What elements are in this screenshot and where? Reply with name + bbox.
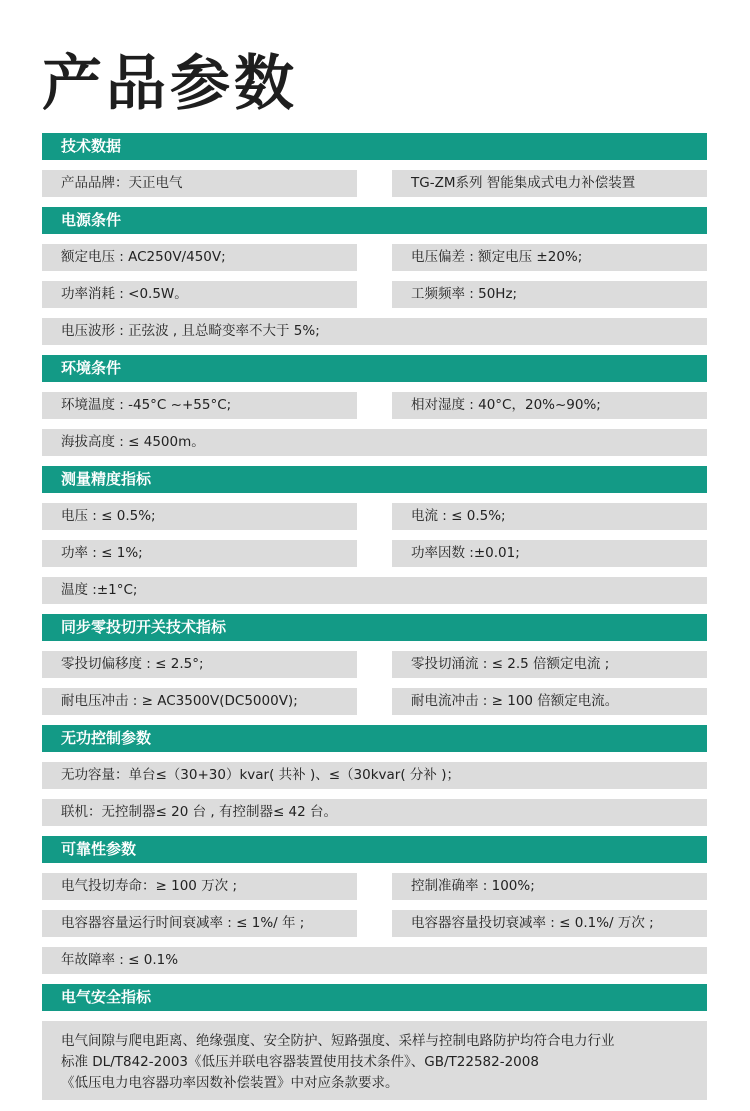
table-row	[42, 577, 707, 604]
capacity-decay-switching-cell: 电容器容量投切衰减率 : ≤ 0.1%/ 万次 ;	[392, 910, 707, 937]
table-row	[42, 429, 707, 456]
switching-life-cell: 电气投切寿命：≥ 100 万次 ;	[42, 873, 357, 900]
page-title: 产品参数	[42, 49, 298, 119]
table-row	[42, 799, 707, 826]
frequency-cell: 工频频率 : 50Hz;	[392, 281, 707, 308]
parameter-table	[42, 133, 707, 1110]
voltage-accuracy-cell: 电压 : ≤ 0.5%;	[42, 503, 357, 530]
control-accuracy-cell: 控制准确率 : 100%;	[392, 873, 707, 900]
capacity-decay-time-cell: 电容器容量运行时间衰减率 : ≤ 1%/ 年 ;	[42, 910, 357, 937]
voltage-deviation-cell: 电压偏差 : 额定电压 ±20%;	[392, 244, 707, 271]
section-heading-accuracy: 测量精度指标	[42, 466, 707, 493]
table-row	[42, 170, 707, 197]
power-accuracy-cell: 功率 : ≤ 1%;	[42, 540, 357, 567]
safety-line-1: 电气间隙与爬电距离、绝缘强度、安全防护、短路强度、采样与控制电路防护均符合电力行业	[61, 1033, 615, 1049]
section-heading-safety: 电气安全指标	[42, 984, 707, 1011]
phase-shift-cell: 零投切偏移度 : ≤ 2.5°;	[42, 651, 357, 678]
table-row	[42, 910, 707, 937]
failure-rate-cell: 年故障率 : ≤ 0.1%	[42, 947, 707, 974]
table-row	[42, 651, 707, 678]
section-heading-power: 电源条件	[42, 207, 707, 234]
table-row	[42, 392, 707, 419]
safety-compliance-cell	[42, 1021, 707, 1100]
temperature-accuracy-cell: 温度 :±1°C;	[42, 577, 707, 604]
table-row	[42, 947, 707, 974]
table-row	[42, 688, 707, 715]
altitude-cell: 海拔高度 : ≤ 4500m。	[42, 429, 707, 456]
networking-cell: 联机：无控制器≤ 20 台 , 有控制器≤ 42 台。	[42, 799, 707, 826]
waveform-cell: 电压波形 : 正弦波 , 且总畸变率不大于 5%;	[42, 318, 707, 345]
table-row	[42, 503, 707, 530]
table-row	[42, 318, 707, 345]
humidity-cell: 相对湿度 : 40°C，20%~90%;	[392, 392, 707, 419]
table-row	[42, 540, 707, 567]
table-row	[42, 873, 707, 900]
temperature-cell: 环境温度 : -45°C ~+55°C;	[42, 392, 357, 419]
reactive-capacity-cell: 无功容量：单台≤（30+30）kvar( 共补 )、≤（30kvar( 分补 )；	[42, 762, 707, 789]
section-heading-reliability: 可靠性参数	[42, 836, 707, 863]
voltage-withstand-cell: 耐电压冲击 : ≥ AC3500V(DC5000V);	[42, 688, 357, 715]
power-factor-cell: 功率因数 :±0.01;	[392, 540, 707, 567]
model-cell: TG-ZM系列 智能集成式电力补偿装置	[392, 170, 707, 197]
table-row	[42, 1021, 707, 1100]
power-consumption-cell: 功率消耗 : <0.5W。	[42, 281, 357, 308]
table-row	[42, 762, 707, 789]
current-withstand-cell: 耐电流冲击 : ≥ 100 倍额定电流。	[392, 688, 707, 715]
section-heading-switching: 同步零投切开关技术指标	[42, 614, 707, 641]
table-row	[42, 244, 707, 271]
rated-voltage-cell: 额定电压 : AC250V/450V;	[42, 244, 357, 271]
current-accuracy-cell: 电流 : ≤ 0.5%;	[392, 503, 707, 530]
section-heading-tech: 技术数据	[42, 133, 707, 160]
brand-cell: 产品品牌：天正电气	[42, 170, 357, 197]
section-heading-reactive: 无功控制参数	[42, 725, 707, 752]
inrush-cell: 零投切涌流 : ≤ 2.5 倍额定电流 ;	[392, 651, 707, 678]
section-heading-environment: 环境条件	[42, 355, 707, 382]
safety-line-3: 《低压电力电容器功率因数补偿装置》中对应条款要求。	[61, 1075, 399, 1091]
safety-line-2: 标准 DL/T842-2003《低压并联电容器装置使用技术条件》、GB/T22582-2008	[61, 1054, 539, 1070]
table-row	[42, 281, 707, 308]
